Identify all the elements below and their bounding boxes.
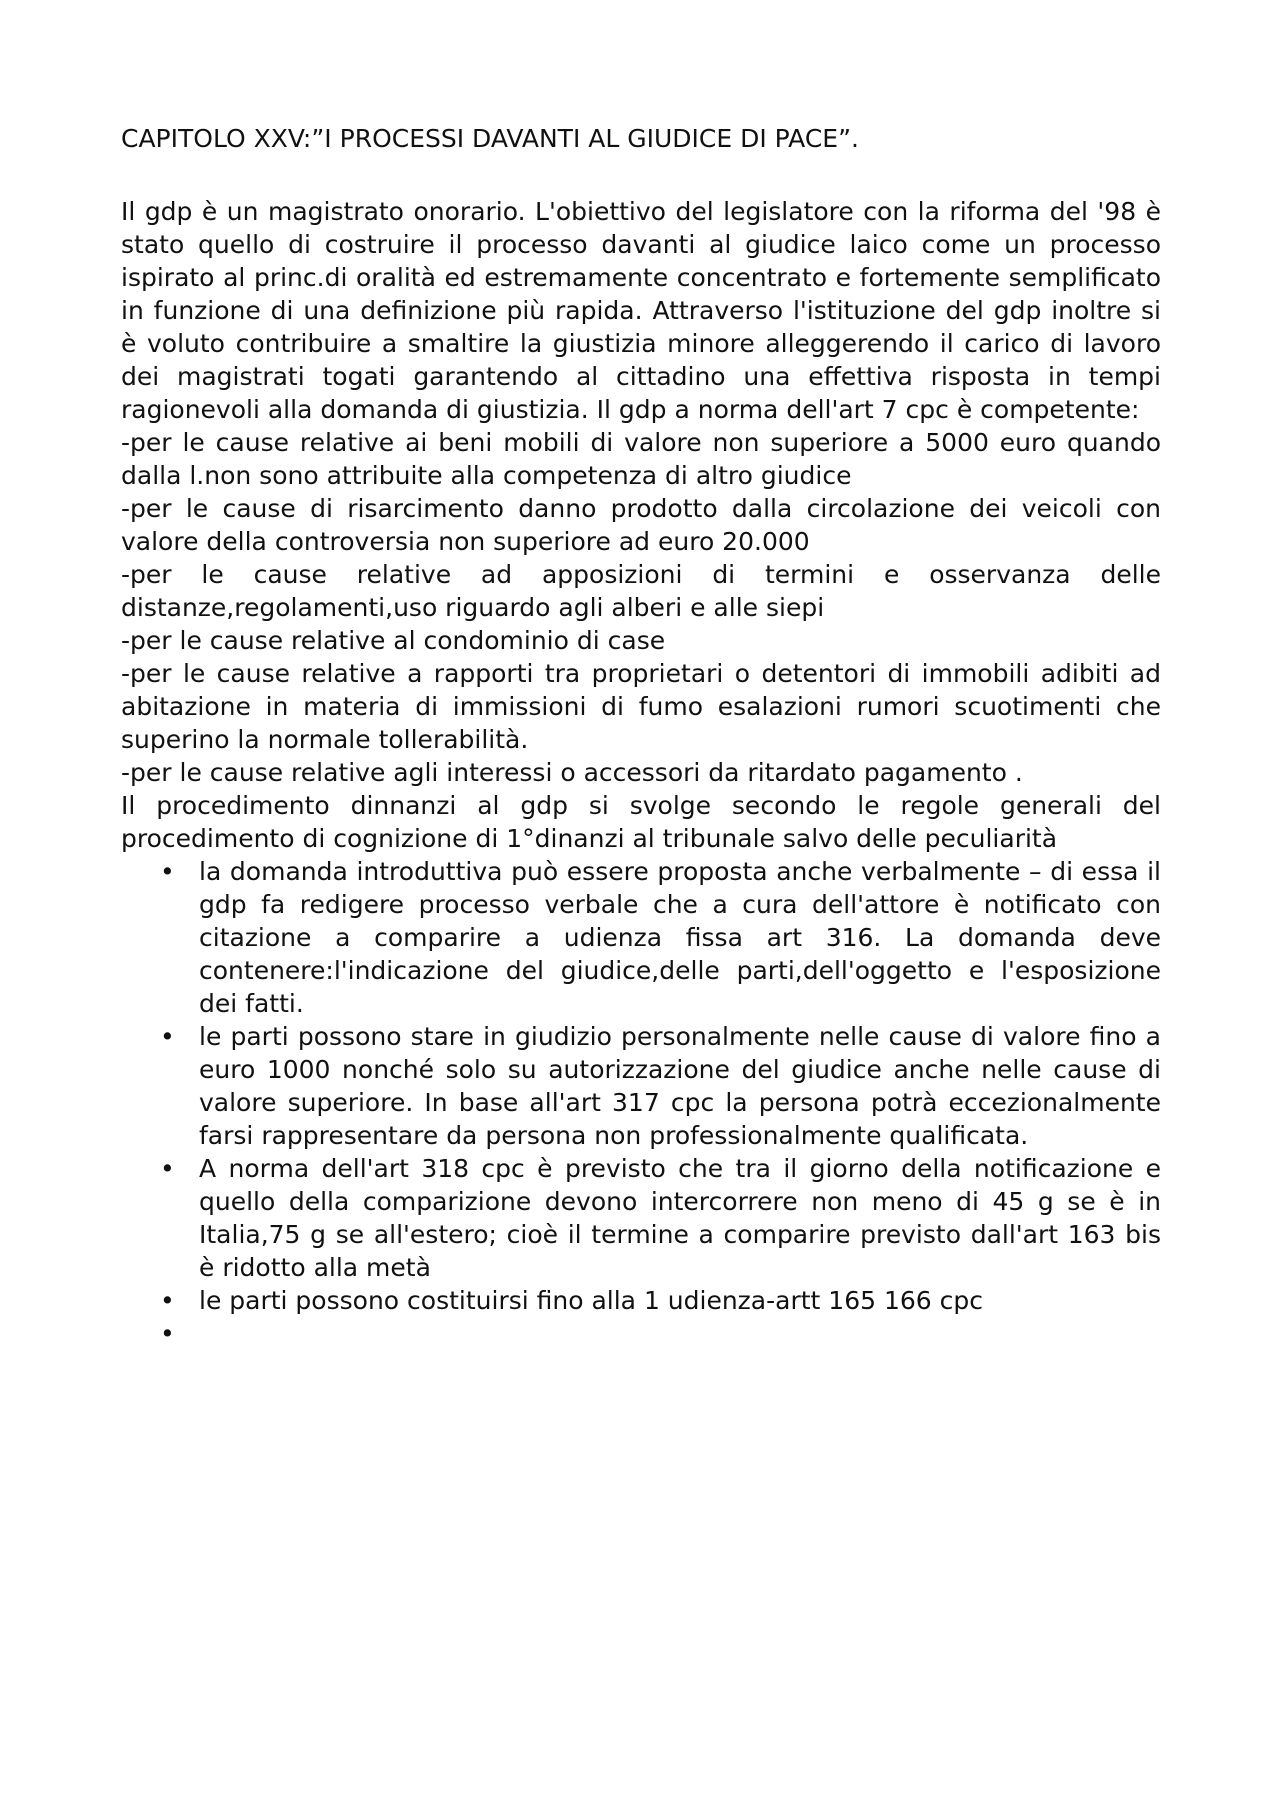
list-item-text: A norma dell'art 318 cpc è previsto che tra il giorno della notificazione e quello della comparizione devono intercorrere non meno di 45 g se è in Italia,75 g se all'estero; cioè il termine a comparire previsto dall'art 163 bis è ridotto alla metà — [199, 1154, 1161, 1282]
bullet-icon: • — [160, 1319, 175, 1348]
list-item-text: le parti possono stare in giudizio personalmente nelle cause di valore fino a euro 1000 nonché solo su autorizzazione del giudice anche nelle cause di valore superiore. In base all'art 317 cpc la persona potrà eccezionalmente farsi rappresentare da persona non professionalmente qualificata. — [199, 1022, 1161, 1150]
document-title: CAPITOLO XXV:”I PROCESSI DAVANTI AL GIUDICE DI PACE”. — [121, 124, 859, 153]
document-page — [121, 122, 1161, 1350]
list-item — [121, 1317, 1161, 1350]
bullet-icon: • — [160, 1286, 175, 1315]
list-item — [121, 1020, 1161, 1152]
list-item — [121, 1152, 1161, 1284]
list-item-text: le parti possono costituirsi fino alla 1 udienza-artt 165 166 cpc — [199, 1286, 983, 1315]
bullet-icon: • — [160, 1022, 175, 1051]
bullet-icon: • — [160, 857, 175, 886]
competence-item-6: -per le cause relative agli interessi o accessori da ritardato pagamento . — [121, 758, 1023, 787]
list-item — [121, 1284, 1161, 1317]
competence-item-4: -per le cause relative al condominio di case — [121, 626, 666, 655]
list-item — [121, 855, 1161, 1020]
bullet-icon: • — [160, 1154, 175, 1183]
competence-item-3: -per le cause relative ad apposizioni di termini e osservanza delle distanze,regolamenti,uso riguardo agli alberi e alle siepi — [121, 560, 1161, 622]
competence-item-5: -per le cause relative a rapporti tra proprietari o detentori di immobili adibiti ad abitazione in materia di immissioni di fumo esalazioni rumori scuotimenti che superino la normale tollerabilità. — [121, 659, 1161, 754]
procedure-paragraph: Il procedimento dinnanzi al gdp si svolge secondo le regole generali del procedimento di cognizione di 1°dinanzi al tribunale salvo delle peculiarità — [121, 791, 1161, 853]
competence-item-2: -per le cause di risarcimento danno prodotto dalla circolazione dei veicoli con valore della controversia non superiore ad euro 20.000 — [121, 494, 1161, 556]
list-item-text: la domanda introduttiva può essere proposta anche verbalmente – di essa il gdp fa redigere processo verbale che a cura dell'attore è notificato con citazione a comparire a udienza fissa art 316. La domanda deve contenere:l'indicazione del giudice,delle parti,dell'oggetto e l'esposizione dei fatti. — [199, 857, 1161, 1018]
competence-item-1: -per le cause relative ai beni mobili di valore non superiore a 5000 euro quando dalla l.non sono attribuite alla competenza di altro giudice — [121, 428, 1161, 490]
intro-paragraph: Il gdp è un magistrato onorario. L'obiettivo del legislatore con la riforma del '98 è stato quello di costruire il processo davanti al giudice laico come un processo ispirato al princ.di oralità ed estremamente concentrato e fortemente semplificato in funzione di una definizione più rapida. Attraverso l'istituzione del gdp inoltre si è voluto contribuire a smaltire la giustizia minore alleggerendo il carico di lavoro dei magistrati togati garantendo al cittadino una effettiva risposta in tempi ragionevoli alla domanda di giustizia. Il gdp a norma dell'art 7 cpc è competente: — [121, 197, 1161, 424]
procedure-bullet-list — [121, 855, 1161, 1350]
